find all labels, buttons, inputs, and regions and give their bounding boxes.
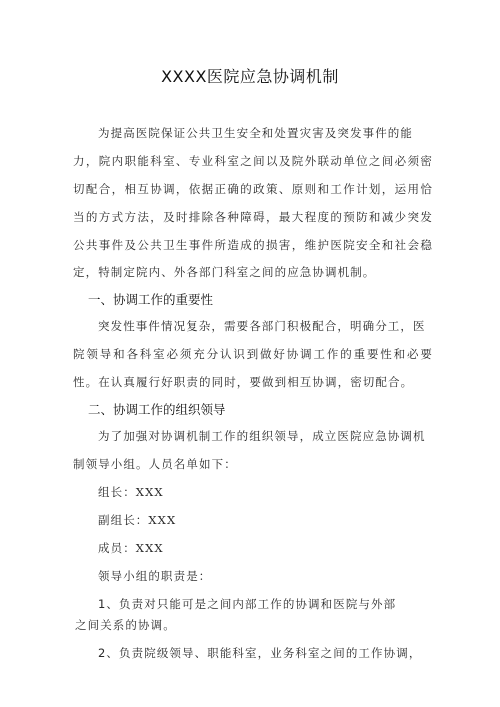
section2-line: 为了加强对协调机制工作的组织领导，成立医院应急协调机 xyxy=(98,429,426,443)
members-line: 成员：XXX xyxy=(98,541,164,555)
section-heading: 二、协调工作的组织领导 xyxy=(88,402,226,417)
intro-line: 当的方式方法，及时排除各种障碍，最大程度的预防和减少突发 xyxy=(73,210,433,224)
intro-line: 定，特制定院内、外各部门科室之间的应急协调机制。 xyxy=(73,265,376,279)
duty-line: 2、负责院级领导、职能科室，业务科室之间的工作协调， xyxy=(98,646,422,660)
leader-line: 组长：XXX xyxy=(98,485,164,499)
duty-line: 之间关系的协调。 xyxy=(75,618,176,632)
intro-line: 切配合，相互协调，依据正确的政策、原则和工作计划，运用恰 xyxy=(73,182,433,196)
section1-line: 性。在认真履行好职责的同时，要做到相互协调，密切配合。 xyxy=(73,375,414,389)
deputy-line: 副组长：XXX xyxy=(98,513,177,527)
intro-line: 力，院内职能科室、专业科室之间以及院外联动单位之间必须密 xyxy=(73,154,433,168)
intro-line: 公共事件及公共卫生事件所造成的损害，维护医院安全和社会稳 xyxy=(73,238,433,252)
document-title: XXXX医院应急协调机制 xyxy=(161,67,339,86)
duty-line: 1、负责对只能可是之间内部工作的协调和医院与外部 xyxy=(98,597,397,611)
section1-line: 突发性事件情况复杂，需要各部门积极配合，明确分工，医 xyxy=(98,319,426,333)
duties-intro-line: 领导小组的职责是： xyxy=(98,569,212,583)
intro-line: 为提高医院保证公共卫生安全和处置灾害及突发事件的能 xyxy=(98,126,413,140)
section2-line: 制领导小组。人员名单如下： xyxy=(73,457,237,471)
section1-line: 院领导和各科室必须充分认识到做好协调工作的重要性和必要 xyxy=(73,347,433,361)
section-heading: 一、协调工作的重要性 xyxy=(88,292,214,307)
